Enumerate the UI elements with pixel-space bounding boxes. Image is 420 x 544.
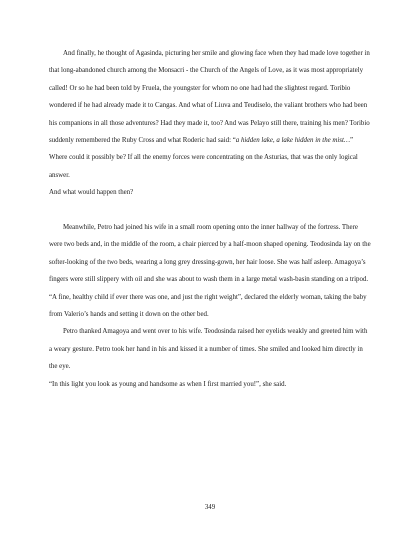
page-number: 349 — [204, 504, 216, 511]
paragraph — [49, 219, 371, 289]
text-run: “In this light you look as young and handsome as when I first married you!”, she said. — [49, 380, 287, 388]
paragraph-spacer — [49, 202, 371, 219]
paragraph — [49, 45, 371, 184]
paragraph — [49, 376, 371, 393]
text-run: And finally, he thought of Agasinda, picturing her smile and glowing face when they had made love together in that long-abandoned church among the Monsacri - the Church of the Angels of Love, as it was most appropriately called! Or so he had been told by Fruela, the youngster for whom no one had had the slightest regard. Toribio wondered if he had already made it to Cangas. And what of Liuva and Teudiselo, the valiant brothers who had been his companions in all those adventures? Had they made it, too? And was Pelayo still there, training his men? Toribio suddenly remembered the Ruby Cross and what Roderic had said: “ — [49, 50, 370, 145]
paragraph — [49, 323, 371, 375]
italic-quote: a hidden lake, a lake hidden in the mist… — [235, 137, 351, 145]
body-text — [49, 45, 371, 393]
text-run: ” Where could it possibly be? If all the enemy forces were concentrating on the Asturias, that was the only logical answer. — [49, 137, 358, 179]
paragraph — [49, 184, 371, 201]
paragraph — [49, 289, 371, 324]
text-run: And what would happen then? — [49, 189, 134, 197]
text-run: Meanwhile, Petro had joined his wife in a small room opening onto the inner hallway of the fortress. There were two beds and, in the middle of the room, a chair pierced by a half-moon shaped opening. Teodosinda lay on the softer-looking of the two beds, wearing a long grey dressing-gown, her hair loose. She was half asleep. Amagoya’s fingers were still slippery with oil and she was about to wash them in a large metal wash-basin standing on a tripod. — [49, 224, 371, 284]
text-run: Petro thanked Amagoya and went over to his wife. Teodosinda raised her eyelids weakly and greeted him with a weary gesture. Petro took her hand in his and kissed it a number of times. She smiled and looked him directly in the eye. — [49, 328, 368, 371]
text-run: “A fine, healthy child if ever there was one, and just the right weight”, declared the elderly woman, taking the baby from Valerio’s hands and setting it down on the other bed. — [49, 293, 367, 319]
